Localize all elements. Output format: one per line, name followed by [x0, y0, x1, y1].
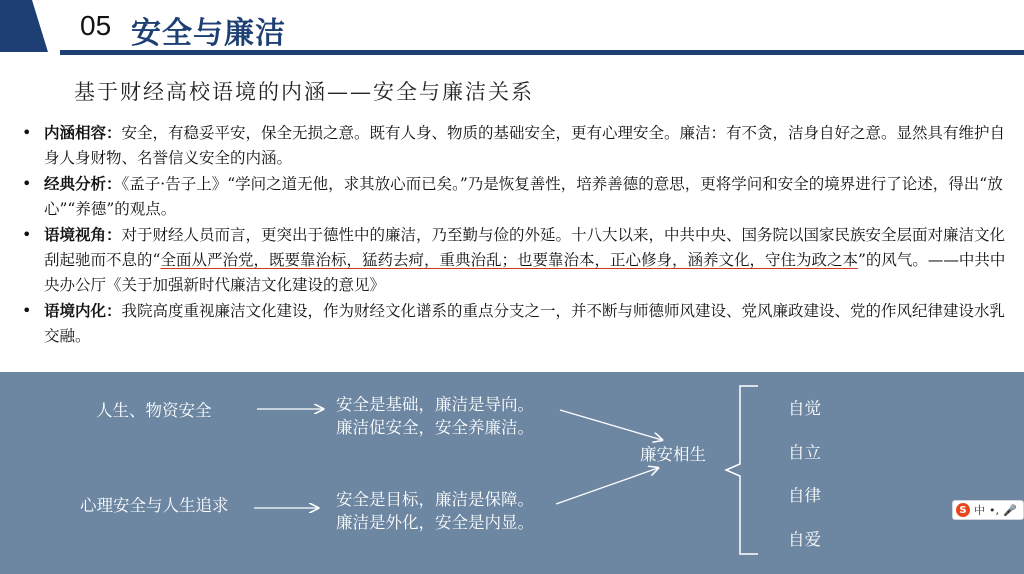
sogou-logo-icon: S — [956, 503, 970, 517]
bullet-text: 安全，有稳妥平安，保全无损之意。既有人身、物质的基础安全，更有心理安全。廉洁：有不贪，洁身自好之意。显然具有维护自身人身财物、名誉信义安全的内涵。 — [44, 124, 1006, 167]
ime-mode-label[interactable]: 中 — [974, 504, 985, 517]
center-label: 廉安相生 — [640, 445, 706, 464]
bullet-label: 内涵相容： — [44, 123, 122, 142]
punctuation-icon[interactable]: •, — [989, 503, 999, 517]
bullet-text: 《孟子·告子上》“学问之道无他，求其放心而已矣。”乃是恢复善性，培养善德的意思，更将学问和安全的境界进行了论述，得出“放心”“养德”的观点。 — [44, 175, 1003, 218]
right-brace — [726, 386, 758, 554]
mid-top-line-1: 安全是基础，廉洁是导向。 — [336, 395, 534, 414]
right-item: 自觉 — [788, 399, 821, 418]
bullet-list — [20, 120, 1012, 349]
right-item: 自爱 — [788, 530, 821, 549]
mid-bottom-line-2: 廉洁是外化，安全是内显。 — [336, 513, 534, 532]
bullet-item — [20, 298, 1012, 349]
ime-toolbar[interactable] — [952, 500, 1024, 520]
bullet-label: 语境内化： — [44, 301, 122, 320]
bullet-text: 对于财经人员而言，更突出于德性中的廉洁，乃至勤与俭的外延。十八大以来，中共中央、国务院以国家民族安全层面对廉洁文化刮起驰而不息的“ — [44, 226, 1006, 269]
section-number: 05 — [80, 10, 112, 41]
right-item: 自律 — [788, 486, 821, 505]
bullet-text: 我院高度重视廉洁文化建设，作为财经文化谱系的重点分支之一，并不断与师德师风建设、党风廉政建设、党的作风纪律建设水乳交融。 — [44, 302, 1006, 345]
left-top-label: 人生、物资安全 — [96, 401, 212, 420]
left-bottom-label: 心理安全与人生追求 — [80, 496, 229, 515]
right-item: 自立 — [788, 443, 821, 462]
microphone-icon[interactable]: 🎤 — [1003, 503, 1017, 517]
arrow-top-center — [560, 410, 662, 440]
bullet-item — [20, 120, 1012, 171]
bullet-label: 经典分析： — [44, 174, 122, 193]
arrow-bottom-center — [556, 468, 658, 504]
relationship-diagram — [0, 372, 1024, 574]
corner-decoration — [0, 0, 60, 56]
bullet-text: ”的风气。——中共中央办公厅《关于加强新时代廉洁文化建设的意见》 — [44, 251, 1006, 294]
bullet-item — [20, 222, 1012, 298]
underlined-quote: 全面从严治党，既要靠治标，猛药去疴，重典治乱；也要靠治本，正心修身，涵养文化，守住为政之本 — [160, 251, 858, 269]
mid-top-line-2: 廉洁促安全，安全养廉洁。 — [336, 418, 534, 437]
bullet-item — [20, 171, 1012, 222]
mid-bottom-line-1: 安全是目标，廉洁是保障。 — [336, 490, 534, 509]
page-title: 安全与廉洁 — [131, 16, 286, 51]
page-subtitle: 基于财经高校语境的内涵——安全与廉洁关系 — [74, 80, 534, 104]
bullet-label: 语境视角： — [44, 225, 122, 244]
